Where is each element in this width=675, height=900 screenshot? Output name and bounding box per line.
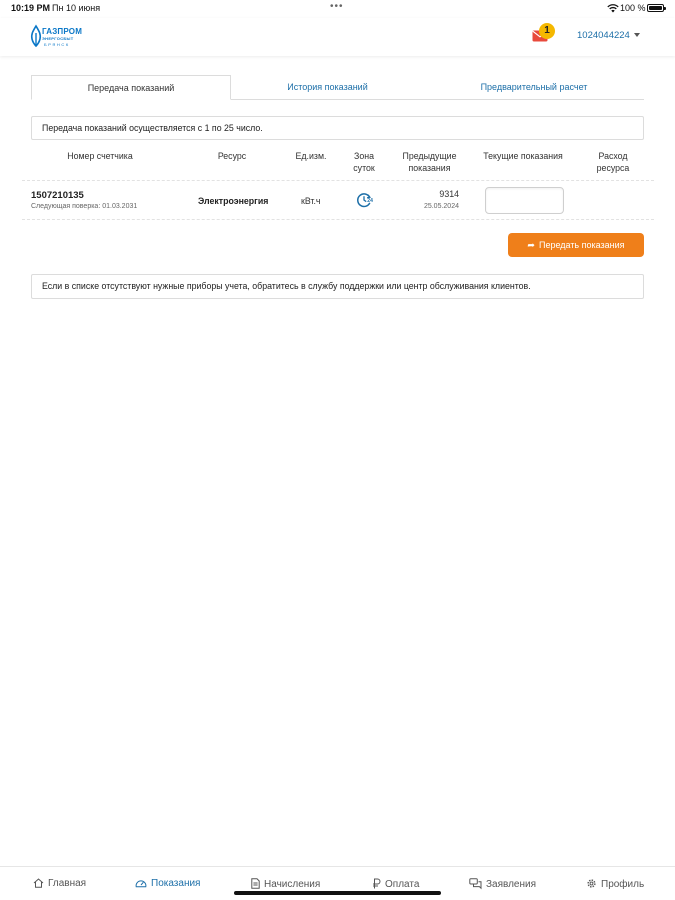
col-previous-readings <box>392 150 467 174</box>
missing-meters-notice: Если в списке отсутствуют нужные приборы учета, обратитесь в службу поддержки или центр обслуживания клиентов. <box>31 274 644 299</box>
nav-label-readings: Показания <box>151 878 201 889</box>
nav-item-profile[interactable] <box>586 878 644 890</box>
status-bar <box>0 0 675 18</box>
col-zone-line1: Зона <box>354 151 374 161</box>
logo-text-main: ГАЗПРОМ <box>42 27 83 36</box>
submit-readings-label: Передать показания <box>538 240 625 250</box>
col-usage <box>582 150 644 174</box>
status-time: 10:19 PM <box>11 3 51 13</box>
col-zone-line2: суток <box>353 163 375 173</box>
home-indicator[interactable] <box>234 891 441 895</box>
col-meter-number: Номер счетчика <box>67 151 133 161</box>
col-usage-line2: ресурса <box>596 163 630 173</box>
current-reading-input[interactable] <box>485 187 564 214</box>
nav-item-readings[interactable] <box>135 878 200 889</box>
nav-item-payment[interactable] <box>372 878 419 890</box>
document-icon <box>251 878 260 889</box>
nav-label-requests: Заявления <box>486 879 537 890</box>
account-number[interactable]: 1024044224 <box>577 30 630 41</box>
status-date: Пн 10 июня <box>52 3 101 13</box>
previous-reading-value: 9314 <box>439 189 459 199</box>
col-current-readings: Текущие показания <box>483 151 563 161</box>
clock-24-icon <box>356 192 372 208</box>
table-row <box>22 181 654 220</box>
app-header <box>0 18 675 56</box>
share-arrow-icon: ➦ <box>527 240 535 250</box>
flame-icon <box>30 25 42 47</box>
col-usage-line1: Расход <box>598 151 628 161</box>
table-header <box>22 143 654 181</box>
ruble-icon <box>372 878 381 889</box>
col-previous-line1: Предыдущие <box>402 151 457 161</box>
notification-badge[interactable]: 1 <box>539 23 555 39</box>
home-icon <box>33 878 44 888</box>
gazprom-logo[interactable] <box>30 22 84 52</box>
logo-text-city: БРЯНСК <box>44 42 70 47</box>
nav-label-home: Главная <box>48 878 87 889</box>
tab-bar <box>31 75 644 100</box>
nav-item-charges[interactable] <box>251 878 320 890</box>
resource-name: Электроэнергия <box>198 196 269 206</box>
battery-icon <box>647 4 664 12</box>
col-zone <box>344 150 384 174</box>
gear-icon <box>586 878 597 889</box>
nav-item-home[interactable] <box>33 878 86 889</box>
col-previous-line2: показания <box>408 163 451 173</box>
logo-text-sub: ЭНЕРГОСБЫТ <box>42 36 74 41</box>
chat-icon <box>469 878 482 889</box>
nav-item-requests[interactable] <box>469 878 536 890</box>
meter-number: 1507210135 <box>31 190 84 201</box>
unit-of-measure: кВт.ч <box>301 196 321 206</box>
col-resource: Ресурс <box>217 151 247 161</box>
nav-label-payment: Оплата <box>385 879 420 890</box>
tab-preliminary-calculation[interactable]: Предварительный расчет <box>480 82 588 92</box>
previous-reading-date: 25.05.2024 <box>423 203 459 210</box>
tab-submit-readings[interactable]: Передача показаний <box>31 75 231 100</box>
nav-label-profile: Профиль <box>601 879 645 890</box>
svg-text:24: 24 <box>367 198 373 204</box>
battery-percent: 100 % <box>620 3 646 13</box>
nav-label-charges: Начисления <box>264 879 321 890</box>
gauge-icon <box>135 878 147 888</box>
col-unit: Ед.изм. <box>295 151 327 161</box>
next-check-date: Следующая поверка: 01.03.2031 <box>31 203 138 210</box>
submit-readings-button[interactable] <box>508 233 644 257</box>
chevron-down-icon[interactable] <box>634 33 640 37</box>
wifi-icon <box>607 3 619 13</box>
multitasking-dots-icon[interactable]: ••• <box>330 1 344 12</box>
tab-readings-history[interactable]: История показаний <box>287 82 368 92</box>
submission-period-notice: Передача показаний осуществляется с 1 по 25 число. <box>31 116 644 140</box>
